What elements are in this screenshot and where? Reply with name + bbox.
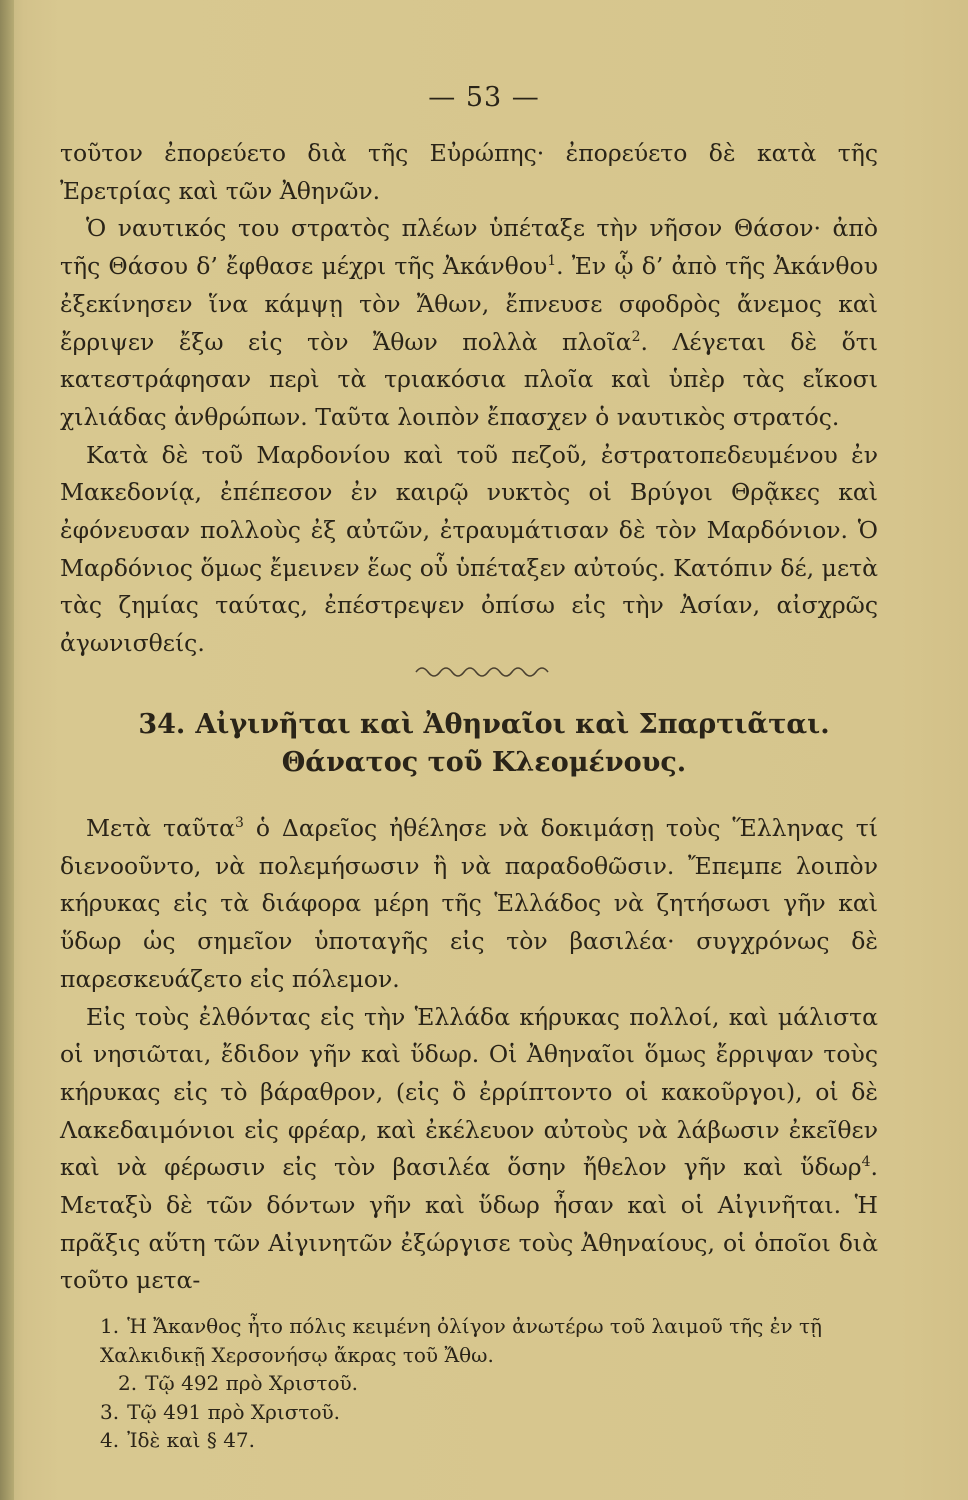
body-text-section-a — [60, 135, 878, 663]
body-text-section-b — [60, 810, 878, 1300]
text-run: Μετὰ ταῦτα — [86, 814, 236, 842]
footnotes — [100, 1312, 900, 1455]
footnote-ref-3: 3 — [235, 815, 244, 832]
footnote-3 — [100, 1398, 900, 1427]
footnote-text: Ἰδὲ καὶ § 47. — [127, 1428, 256, 1452]
footnote-number: 3. — [100, 1399, 120, 1424]
text-run: . Μεταξὺ δὲ τῶν δόντων γῆν καὶ ὕδωρ ἦσαν καὶ οἱ Αἰγινῆται. Ἡ πρᾶξις αὕτη τῶν Αἰγινητῶν ἐξώργισε τοὺς Ἀθηναίους, οἱ ὁποῖοι διὰ τοῦτο μετα- — [60, 1153, 878, 1295]
footnote-ref-4: 4 — [861, 1154, 871, 1171]
footnote-number: 4. — [100, 1428, 120, 1452]
section-title-line-1 — [80, 706, 888, 744]
footnote-number: 1. — [100, 1314, 120, 1338]
text-run: ὁ Δαρεῖος ἠθέλησε νὰ δοκιμάσῃ τοὺς Ἕλληνας τί διενοοῦντο, νὰ πολεμήσωσιν ἢ νὰ παραδοθῶσιν. Ἔπεμπε λοιπὸν κήρυκας εἰς τὰ διάφορα μέρη τῆς Ἑλλάδος νὰ ζητήσωσι γῆν καὶ ὕδωρ ὡς σημεῖον ὑποταγῆς εἰς τὸν βασιλέα· συγχρόνως δὲ παρεσκευάζετο εἰς πόλεμον. — [60, 814, 878, 993]
paragraph-heralds — [60, 999, 878, 1301]
binding-shadow — [0, 0, 14, 1500]
text-run: . Ἐν ᾧ δ’ ἀπὸ τῆς Ἀκάνθου ἐξεκίνησεν ἵνα κάμψῃ τὸν Ἄθων, ἔπνευσε σφοδρὸς ἄνεμος καὶ ἔρριψεν ἔξω εἰς τὸν Ἄθων πολλὰ πλοῖα — [60, 252, 878, 356]
footnote-2 — [100, 1369, 900, 1398]
page-number: — 53 — — [428, 82, 540, 113]
paragraph-continuation: τοῦτον ἐπορεύετο διὰ τῆς Εὐρώπης· ἐπορεύετο δὲ κατὰ τῆς Ἐρετρίας καὶ τῶν Ἀθηνῶν. — [60, 139, 878, 205]
paragraph-naval-force — [60, 210, 878, 436]
footnote-1 — [100, 1312, 900, 1369]
footnote-text: Τῷ 492 πρὸ Χριστοῦ. — [145, 1371, 359, 1395]
footnote-text: Τῷ 491 πρὸ Χριστοῦ. — [127, 1399, 341, 1424]
section-number: 34. — [138, 709, 186, 740]
section-title-line-2: Θάνατος τοῦ Κλεομένους. — [281, 747, 687, 778]
section-title-text: Αἰγινῆται καὶ Ἀθηναῖοι καὶ Σπαρτιᾶται. — [195, 709, 830, 740]
paragraph-mardonius: Κατὰ δὲ τοῦ Μαρδονίου καὶ τοῦ πεζοῦ, ἐστρατοπεδευμένου ἐν Μακεδονίᾳ, ἐπέπεσον ἐν καιρῷ νυκτὸς οἱ Βρύγοι Θρᾷκες καὶ ἐφόνευσαν πολλοὺς ἐξ αὐτῶν, ἐτραυμάτισαν δὲ τὸν Μαρδόνιον. Ὁ Μαρδόνιος ὅμως ἔμεινεν ἕως οὗ ὑπέταξεν αὐτούς. Κατόπιν δέ, μετὰ τὰς ζημίας ταύτας, ἐπέστρεψεν ὀπίσω εἰς τὴν Ἀσίαν, αἰσχρῶς ἀγωνισθείς. — [60, 440, 878, 658]
footnote-ref-2: 2 — [631, 328, 641, 345]
wave-ornament-icon — [414, 660, 554, 684]
text-run: Εἰς τοὺς ἐλθόντας εἰς τὴν Ἑλλάδα κήρυκας πολλοί, καὶ μάλιστα οἱ νησιῶται, ἔδιδον γῆν καὶ ὕδωρ. Οἱ Ἀθηναῖοι ὅμως ἔρριψαν τοὺς κήρυκας εἰς τὸ βάραθρον, (εἰς ὃ ἐρρίπτοντο οἱ κακοῦργοι), οἱ δὲ Λακεδαιμόνιοι εἰς φρέαρ, καὶ ἐκέλευον αὐτοὺς νὰ λάβωσιν ἐκεῖθεν καὶ νὰ φέρωσιν εἰς τὸν βασιλέα ὅσην ἤθελον γῆν καὶ ὕδωρ — [60, 1002, 878, 1182]
footnote-text: Ἡ Ἄκανθος ἦτο πόλις κειμένη ὀλίγον ἀνωτέρω τοῦ λαιμοῦ τῆς ἐν τῇ Χαλκιδικῇ Χερσονήσῳ ἄκρας τοῦ Ἄθω. — [100, 1314, 823, 1367]
footnote-ref-1: 1 — [547, 253, 557, 270]
paragraph-darius — [60, 810, 878, 999]
section-title — [80, 706, 888, 782]
text-run: Ὁ ναυτικός του στρατὸς πλέων ὑπέταξε τὴν νῆσον Θάσον· ἀπὸ τῆς Θάσου δ’ ἔφθασε μέχρι τῆς Ἀκάνθου — [60, 214, 878, 281]
footnote-number: 2. — [118, 1371, 138, 1395]
ornament-divider — [0, 660, 968, 684]
text-run: . Λέγεται δὲ ὅτι κατεστράφησαν περὶ τὰ τριακόσια πλοῖα καὶ ὑπὲρ τὰς εἴκοσι χιλιάδας ἀνθρώπων. Ταῦτα λοιπὸν ἔπασχεν ὁ ναυτικὸς στρατός. — [60, 327, 878, 431]
footnote-4 — [100, 1426, 900, 1455]
